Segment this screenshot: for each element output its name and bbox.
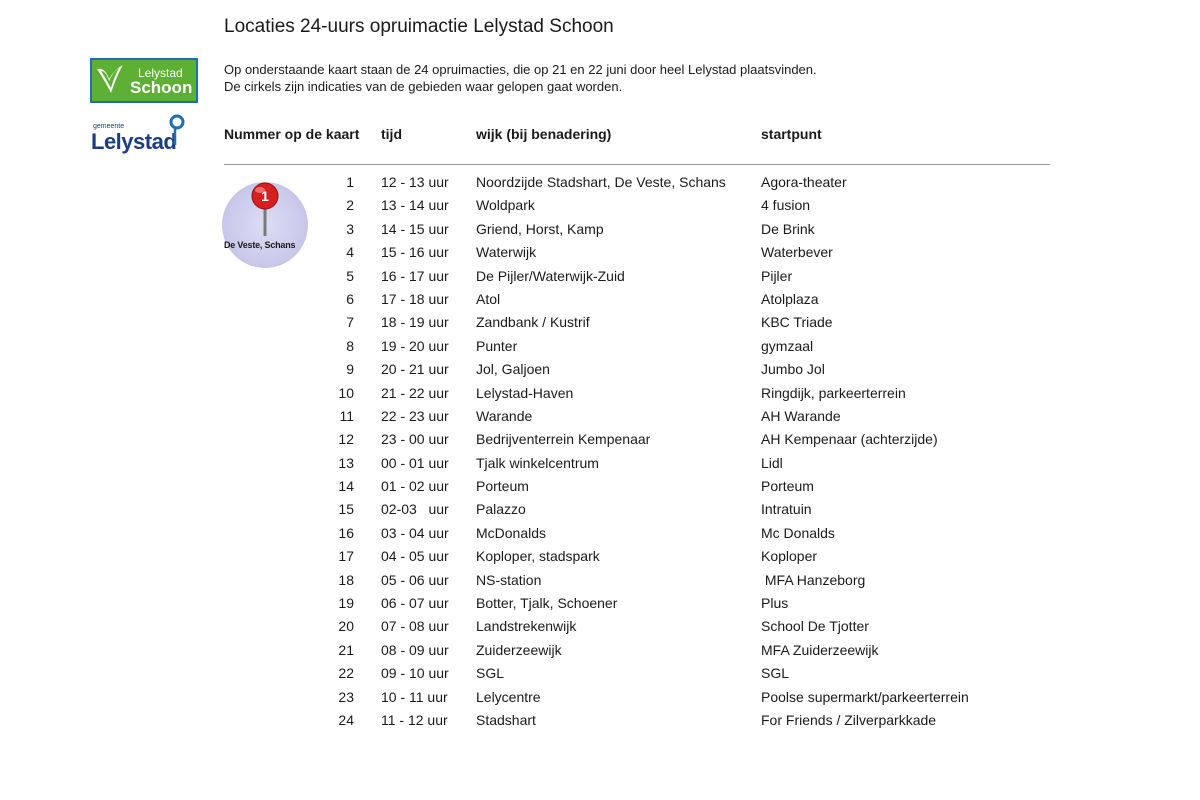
row-wijk: Woldpark [476, 197, 535, 214]
logo-text-lelystad: Lelystad [138, 66, 183, 80]
row-startpunt: De Brink [761, 220, 815, 237]
row-time: 04 - 05 uur [381, 548, 449, 565]
row-time: 22 - 23 uur [381, 407, 449, 424]
logo-text-lelystad-gemeente: Lelystad [91, 129, 177, 154]
table-row [0, 406, 1200, 429]
row-time: 17 - 18 uur [381, 290, 449, 307]
header-startpunt: startpunt [761, 126, 822, 142]
row-number: 6 [346, 290, 354, 307]
marker-number: 1 [261, 188, 269, 204]
row-time: 07 - 08 uur [381, 618, 449, 635]
header-tijd: tijd [381, 126, 402, 142]
row-startpunt: KBC Triade [761, 314, 833, 331]
table-row [0, 453, 1200, 476]
row-time: 15 - 16 uur [381, 244, 449, 261]
row-number: 5 [346, 267, 354, 284]
row-wijk: Lelycentre [476, 688, 541, 705]
row-wijk: De Pijler/Waterwijk-Zuid [476, 267, 625, 284]
table-row [0, 663, 1200, 686]
row-time: 21 - 22 uur [381, 384, 449, 401]
intro-text [224, 61, 817, 95]
row-number: 7 [346, 314, 354, 331]
row-number: 12 [338, 431, 354, 448]
logo-text-gemeente: gemeente [93, 123, 125, 130]
row-startpunt: Agora-theater [761, 174, 847, 190]
row-number: 9 [346, 361, 354, 378]
row-wijk: Zandbank / Kustrif [476, 314, 590, 331]
row-startpunt: MFA Hanzeborg [761, 571, 866, 588]
logo-text-schoon: Schoon [130, 78, 193, 97]
row-startpunt: Jumbo Jol [761, 361, 825, 378]
table-row [0, 710, 1200, 733]
row-wijk: Lelystad-Haven [476, 384, 574, 401]
row-startpunt: Intratuin [761, 501, 812, 518]
row-number: 18 [338, 571, 354, 588]
row-time: 16 - 17 uur [381, 267, 449, 284]
table-row [0, 616, 1200, 639]
table-row [0, 640, 1200, 663]
table-row [0, 312, 1200, 335]
row-wijk: NS-station [476, 571, 542, 588]
row-time: 02-03 uur [381, 501, 449, 518]
row-number: 20 [338, 618, 354, 635]
row-time: 05 - 06 uur [381, 571, 449, 588]
row-wijk: Palazzo [476, 501, 526, 518]
row-startpunt: Ringdijk, parkeerterrein [761, 384, 906, 401]
row-startpunt: Koploper [761, 548, 818, 565]
row-wijk: Jol, Galjoen [476, 361, 550, 378]
row-time: 03 - 04 uur [381, 524, 449, 541]
row-startpunt: School De Tjotter [761, 618, 869, 635]
row-startpunt: 4 fusion [761, 197, 811, 214]
table-row [0, 523, 1200, 546]
row-time: 23 - 00 uur [381, 431, 449, 448]
row-startpunt: Porteum [761, 478, 814, 495]
row-startpunt: AH Warande [761, 407, 841, 424]
table-row [0, 383, 1200, 406]
table-row [0, 499, 1200, 522]
row-time: 12 - 13 uur [381, 174, 449, 190]
row-time: 01 - 02 uur [381, 478, 449, 495]
row-wijk: Zuiderzeewijk [476, 641, 562, 658]
header-divider [224, 164, 1050, 165]
row-wijk: Porteum [476, 478, 529, 495]
header-nummer: Nummer op de kaart [224, 126, 360, 142]
row-startpunt: Pijler [761, 267, 793, 284]
row-time: 09 - 10 uur [381, 665, 449, 682]
row-wijk: Koploper, stadspark [476, 548, 600, 565]
row-number: 1 [346, 174, 354, 190]
row-number: 21 [338, 641, 354, 658]
table-row [0, 195, 1200, 218]
lelystad-schoon-logo [90, 58, 198, 103]
row-time: 19 - 20 uur [381, 337, 449, 354]
row-startpunt: Lidl [761, 454, 783, 471]
row-startpunt: Mc Donalds [761, 524, 835, 541]
row-wijk: Atol [476, 290, 501, 307]
row-time: 06 - 07 uur [381, 595, 449, 612]
table-row [0, 687, 1200, 710]
row-wijk: Tjalk winkelcentrum [476, 454, 599, 471]
row-time: 11 - 12 uur [381, 711, 448, 728]
row-wijk: McDonalds [476, 524, 547, 541]
row-time: 14 - 15 uur [381, 220, 449, 237]
table-row [0, 336, 1200, 359]
row-number: 13 [338, 454, 354, 471]
table-row [0, 593, 1200, 616]
row-number: 14 [338, 478, 354, 495]
table-row [0, 172, 1200, 195]
locations-table [0, 172, 1200, 733]
table-row [0, 546, 1200, 569]
row-time: 18 - 19 uur [381, 314, 449, 331]
row-startpunt: gymzaal [761, 337, 814, 354]
table-row [0, 476, 1200, 499]
table-row [0, 570, 1200, 593]
row-wijk: Noordzijde Stadshart, De Veste, Schans [476, 174, 726, 190]
row-number: 24 [338, 711, 354, 728]
intro-line-2: De cirkels zijn indicaties van de gebieden waar gelopen gaat worden. [224, 79, 623, 94]
row-number: 11 [339, 407, 354, 424]
header-wijk: wijk (bij benadering) [476, 126, 612, 142]
table-row [0, 429, 1200, 452]
row-number: 8 [346, 337, 354, 354]
row-time: 20 - 21 uur [381, 361, 449, 378]
blue-pin-icon [168, 114, 186, 146]
row-startpunt: Waterbever [761, 244, 833, 261]
row-wijk: Griend, Horst, Kamp [476, 220, 604, 237]
row-startpunt: Poolse supermarkt/parkeerterrein [761, 688, 969, 705]
row-startpunt: Plus [761, 595, 789, 612]
row-number: 22 [338, 665, 354, 682]
row-wijk: Stadshart [476, 711, 536, 728]
row-number: 3 [346, 220, 354, 237]
row-time: 13 - 14 uur [381, 197, 449, 214]
row-time: 10 - 11 uur [381, 688, 448, 705]
row-time: 08 - 09 uur [381, 641, 449, 658]
row-number: 15 [338, 501, 354, 518]
intro-line-1: Op onderstaande kaart staan de 24 opruimacties, die op 21 en 22 juni door heel Lelystad plaatsvinden. [224, 62, 817, 77]
page-title: Locaties 24-uurs opruimactie Lelystad Schoon [224, 16, 614, 37]
row-number: 19 [338, 595, 354, 612]
table-row [0, 242, 1200, 265]
row-number: 4 [346, 244, 354, 261]
row-startpunt: For Friends / Zilverparkkade [761, 711, 937, 728]
row-time: 00 - 01 uur [381, 454, 449, 471]
row-wijk: SGL [476, 665, 505, 682]
gemeente-lelystad-logo [90, 114, 190, 154]
row-number: 2 [346, 197, 354, 214]
row-wijk: Punter [476, 337, 518, 354]
row-number: 16 [338, 524, 354, 541]
row-number: 10 [338, 384, 354, 401]
row-wijk: Botter, Tjalk, Schoener [476, 595, 618, 612]
row-number: 23 [338, 688, 354, 705]
table-row [0, 289, 1200, 312]
table-row [0, 266, 1200, 289]
row-wijk: Warande [476, 407, 533, 424]
check-leaf-icon [95, 63, 125, 98]
table-row [0, 359, 1200, 382]
row-startpunt: MFA Zuiderzeewijk [761, 641, 879, 658]
row-wijk: Waterwijk [476, 244, 537, 261]
row-startpunt: Atolplaza [761, 290, 819, 307]
table-row [0, 219, 1200, 242]
row-startpunt: AH Kempenaar (achterzijde) [761, 431, 938, 448]
row-wijk: Bedrijventerrein Kempenaar [476, 431, 651, 448]
row-startpunt: SGL [761, 665, 790, 682]
marker-label: De Veste, Schans [224, 240, 296, 250]
row-number: 17 [338, 548, 354, 565]
row-wijk: Landstrekenwijk [476, 618, 577, 635]
